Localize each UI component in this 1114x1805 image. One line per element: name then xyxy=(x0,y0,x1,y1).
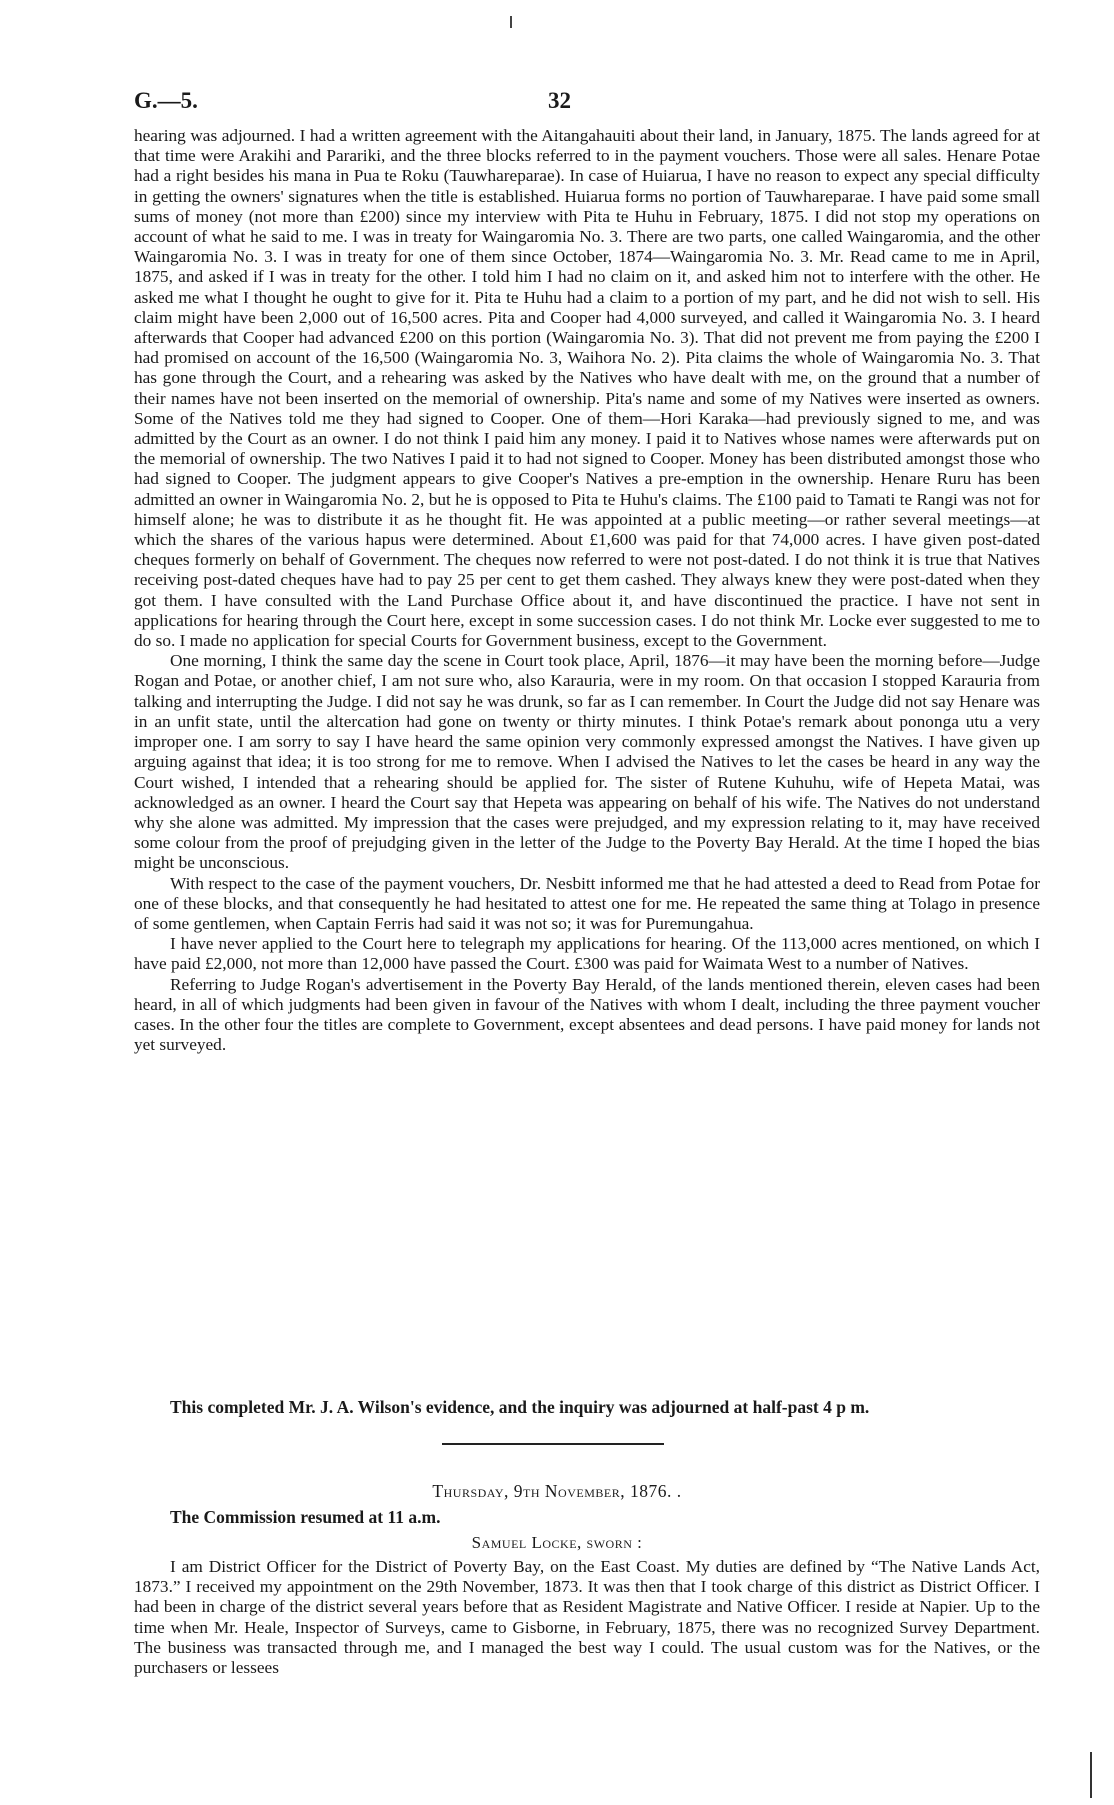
scan-mark xyxy=(510,16,512,28)
paragraph: I have never applied to the Court here to telegraph my applications for hearing. Of the 113,000 acres mentioned, on which I have paid £2,000, not more than 12,000 have passed the Court. £300 was paid for Waimata West to a number of Natives. xyxy=(134,934,1040,974)
section-divider xyxy=(442,1443,664,1445)
paragraph: hearing was adjourned. I had a written agreement with the Aitangahauiti about their land, in January, 1875. The lands agreed for at that time were Arakihi and Parariki, and the three blocks referred to in the payment vouchers. Those were all sales. Henare Potae had a right besides his mana in Pua te Roku (Tauwhareparae). In case of Huiarua, I have no reason to expect any special difficulty in getting the owners' signatures when the title is established. Huiarua forms no portion of Tauwhareparae. I have paid some small sums of money (not more than £200) since my interview with Pita te Huhu in February, 1875. I did not stop my operations on account of what he said to me. I was in treaty for Waingaromia No. 3. There are two parts, one called Waingaromia, and the other Waingaromia No. 3. I was in treaty for one of them since October, 1874—Waingaromia No. 3. Mr. Read came to me in April, 1875, and asked if I was in treaty for the other. I told him I had no claim on it, and asked him not to interfere with the other. He asked me what I thought he ought to give for it. Pita te Huhu had a claim to a portion of my part, and he did not wish to sell. His claim might have been 2,000 out of 16,500 acres. Pita and Cooper had 4,000 surveyed, and called it Waingaromia No. 3. I heard afterwards that Cooper had advanced £200 on this portion (Waingaromia No. 3). That did not prevent me from paying the £200 I had promised on account of the 16,500 (Waingaromia No. 3, Waihora No. 2). Pita claims the whole of Waingaromia No. 3. That has gone through the Court, and a rehearing was asked by the Natives who have dealt with me, on the ground that a number of their names have not been inserted on the memorial of ownership. Pita's name and some of my Natives were inserted as owners. Some of the Natives told me they had signed to Cooper. One of them—Hori Karaka—had previously signed to me, and was admitted by the Court as an owner. I do not think I paid him any money. I paid it to Natives whose names were afterwards put on the memorial of ownership. The two Natives I paid it to had not signed to Cooper. Money has been distributed amongst those who had signed to Cooper. The judgment appears to give Cooper's Natives a pre-emption in the ownership. Henare Ruru has been admitted an owner in Waingaromia No. 2, but he is opposed to Pita te Huhu's claims. The £100 paid to Tamati te Rangi was not for himself alone; he was to distribute it as he thought fit. He was appointed at a public meeting—or rather several meetings—at which the shares of the various hapus were determined. About £1,600 was paid for that 74,000 acres. I have given post-dated cheques formerly on behalf of Government. The cheques now referred to were not post-dated. I do not think it is true that Natives receiving post-dated cheques have had to pay 25 per cent to get them cashed. They always knew they were post-dated when they got them. I have consulted with the Land Purchase Office about it, and have discontinued the practice. I have not sent in applications for hearing through the Court here, except in some succession cases. I do not think Mr. Locke ever suggested to me to do so. I made no application for special Courts for Government business, except to the Government. xyxy=(134,126,1040,651)
locke-evidence-block xyxy=(134,1557,1040,1678)
paragraph: One morning, I think the same day the scene in Court took place, April, 1876—it may have been the morning before—Judge Rogan and Potae, or another chief, I am not sure who, also Karauria, were in my room. On that occasion I stopped Karauria from talking and interrupting the Judge. I did not say he was drunk, so far as I can remember. In Court the Judge did not say Henare was in an unfit state, until the altercation had gone on twenty or thirty minutes. I think Potae's remark about pononga utu a very improper one. I am sorry to say I have heard the same opinion very commonly expressed amongst the Natives. I have given up arguing against that idea; it is too strong for me to remove. When I advised the Natives to let the cases be heard in any way the Court wished, I intended that a rehearing should be applied for. The sister of Rutene Kuhuhu, wife of Hepeta Matai, was acknowledged as an owner. I heard the Court say that Hepeta was appearing on behalf of his wife. The Natives do not understand why she alone was admitted. My impression that the cases were prejudged, and my expression relating to it, may have received some colour from the proof of prejudging given in the letter of the Judge to the Poverty Bay Herald. At the time I hoped the bias might be unconscious. xyxy=(134,651,1040,873)
evidence-text-block xyxy=(134,126,1040,1055)
paragraph: Referring to Judge Rogan's advertisement in the Poverty Bay Herald, of the lands mentioned therein, eleven cases had been heard, in all of which judgments had been given in favour of the Natives with whom I dealt, including the three payment voucher cases. In the other four the titles are complete to Government, except absentees and dead persons. I have paid money for lands not yet surveyed. xyxy=(134,974,1040,1055)
paragraph: I am District Officer for the District of Poverty Bay, on the East Coast. My duties are defined by “The Native Lands Act, 1873.” I received my appointment on the 29th November, 1873. It was then that I took charge of this district as District Officer. I had been in charge of the district several years before that as Resident Magistrate and Native Officer. I reside at Napier. Up to the time when Mr. Heale, Inspector of Surveys, came to Gisborne, in February, 1875, there was no recognized Survey Department. The business was transacted through me, and I managed the best way I could. The usual custom was for the Natives, or the purchasers or lessees xyxy=(134,1557,1040,1678)
date-heading: Thursday, 9th November, 1876. . xyxy=(432,1481,682,1501)
closing-note: This completed Mr. J. A. Wilson's evidence, and the inquiry was adjourned at half-past 4 p m. xyxy=(170,1397,870,1417)
paragraph: With respect to the case of the payment vouchers, Dr. Nesbitt informed me that he had attested a deed to Read from Potae for one of these blocks, and that consequently he had hesitated to attest one for me. He repeated the same thing at Tolago in presence of some gentlemen, when Captain Ferris had said it was not so; it was for Puremungahua. xyxy=(134,873,1040,933)
scan-edge-mark xyxy=(1090,1752,1092,1798)
witness-heading: Samuel Locke, sworn : xyxy=(471,1533,643,1552)
page-number: 32 xyxy=(548,88,571,113)
session-note: The Commission resumed at 11 a.m. xyxy=(170,1507,441,1527)
paper-reference: G.—5. xyxy=(134,88,198,113)
